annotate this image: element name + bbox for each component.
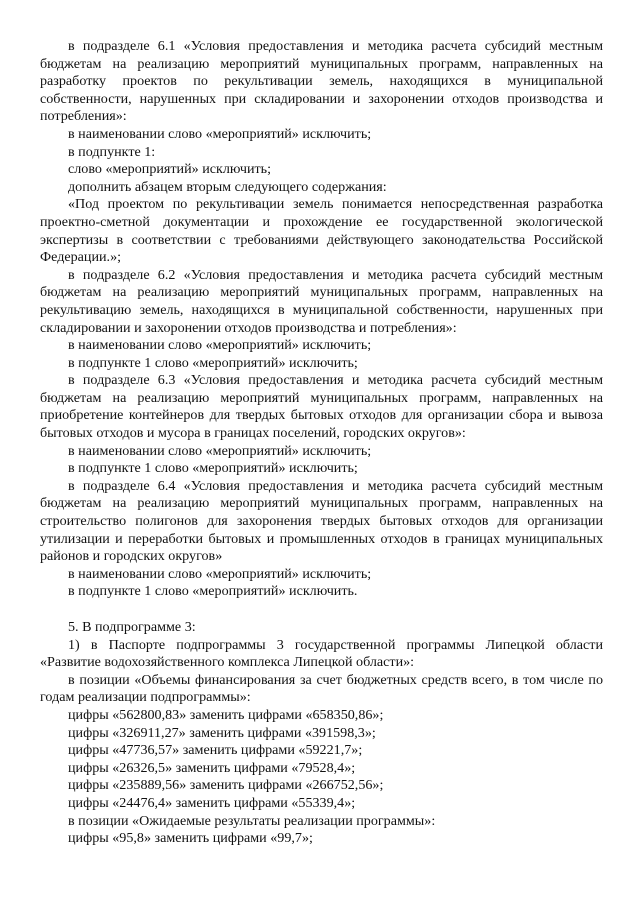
paragraph: в позиции «Объемы финансирования за счет бюджетных средств всего, в том числе по годам реализации подпрограммы»: <box>40 671 603 706</box>
section-5-heading: 5. В подпрограмме 3: <box>68 619 196 635</box>
paragraph: цифры «24476,4» заменить цифрами «55339,4»; <box>68 794 356 811</box>
paragraph: слово «мероприятий» исключить; <box>68 161 272 178</box>
paragraph-6-4: в подразделе 6.4 «Условия предоставления и методика расчета субсидий местным бюджетам на реализацию мероприятий муниципальных программ, направленных на строительство полигонов для захоронения твердых бытовых отходов для организации утилизации и переработки бытовых и промышленных отходов в границах муниципальных районов и городских округов» <box>40 477 603 565</box>
document-page <box>40 38 603 848</box>
paragraph: в наименовании слово «мероприятий» исключить; <box>68 125 372 142</box>
paragraph: цифры «235889,56» заменить цифрами «266752,56»; <box>68 777 384 794</box>
paragraph: в наименовании слово «мероприятий» исключить; <box>68 337 372 354</box>
paragraph-6-1: в подразделе 6.1 «Условия предоставления и методика расчета субсидий местным бюджетам на реализацию мероприятий муниципальных программ, направленных на разработку проектов по рекультивации земель, находящихся в муниципальной собственности, нарушенных при складировании и захоронении отходов производства и потребления»: <box>40 38 603 125</box>
paragraph-6-2: в подразделе 6.2 «Условия предоставления и методика расчета субсидий местным бюджетам на реализацию мероприятий муниципальных программ, направленных на рекультивацию земель, находящихся в муниципальной собственности, нарушенных при складировании и захоронении отходов производства и потребления»: <box>40 266 603 336</box>
paragraph: 1) в Паспорте подпрограммы 3 государственной программы Липецкой области «Развитие водохозяйственного комплекса Липецкой области»: <box>40 636 603 671</box>
paragraph: дополнить абзацем вторым следующего содержания: <box>68 178 387 195</box>
paragraph: в позиции «Ожидаемые результаты реализации программы»: <box>68 812 436 829</box>
paragraph: в подпункте 1 слово «мероприятий» исключить. <box>68 583 358 600</box>
paragraph: цифры «95,8» заменить цифрами «99,7»; <box>68 830 313 847</box>
paragraph: в наименовании слово «мероприятий» исключить; <box>68 442 372 459</box>
section-spacer <box>40 601 603 619</box>
paragraph: цифры «326911,27» заменить цифрами «391598,3»; <box>68 724 376 741</box>
paragraph: цифры «562800,83» заменить цифрами «658350,86»; <box>68 706 384 723</box>
paragraph: в подпункте 1 слово «мероприятий» исключить; <box>68 460 358 477</box>
paragraph: цифры «47736,57» заменить цифрами «59221,7»; <box>68 742 363 759</box>
paragraph: в наименовании слово «мероприятий» исключить; <box>68 565 372 582</box>
paragraph: в подпункте 1: <box>68 143 156 160</box>
paragraph-quote: «Под проектом по рекультивации земель понимается непосредственная разработка проектно-сметной документации и прохождение ее государственной экологической экспертизы в соответствии с требованиями действующего законодательства Российской Федерации.»; <box>40 196 603 266</box>
paragraph: цифры «26326,5» заменить цифрами «79528,4»; <box>68 759 356 776</box>
paragraph-6-3: в подразделе 6.3 «Условия предоставления и методика расчета субсидий местным бюджетам на реализацию мероприятий муниципальных программ, направленных на приобретение контейнеров для твердых бытовых отходов для организации сбора и вывоза бытовых отходов и мусора в границах поселений, городских округов»: <box>40 372 603 442</box>
paragraph: в подпункте 1 слово «мероприятий» исключить; <box>68 354 358 371</box>
